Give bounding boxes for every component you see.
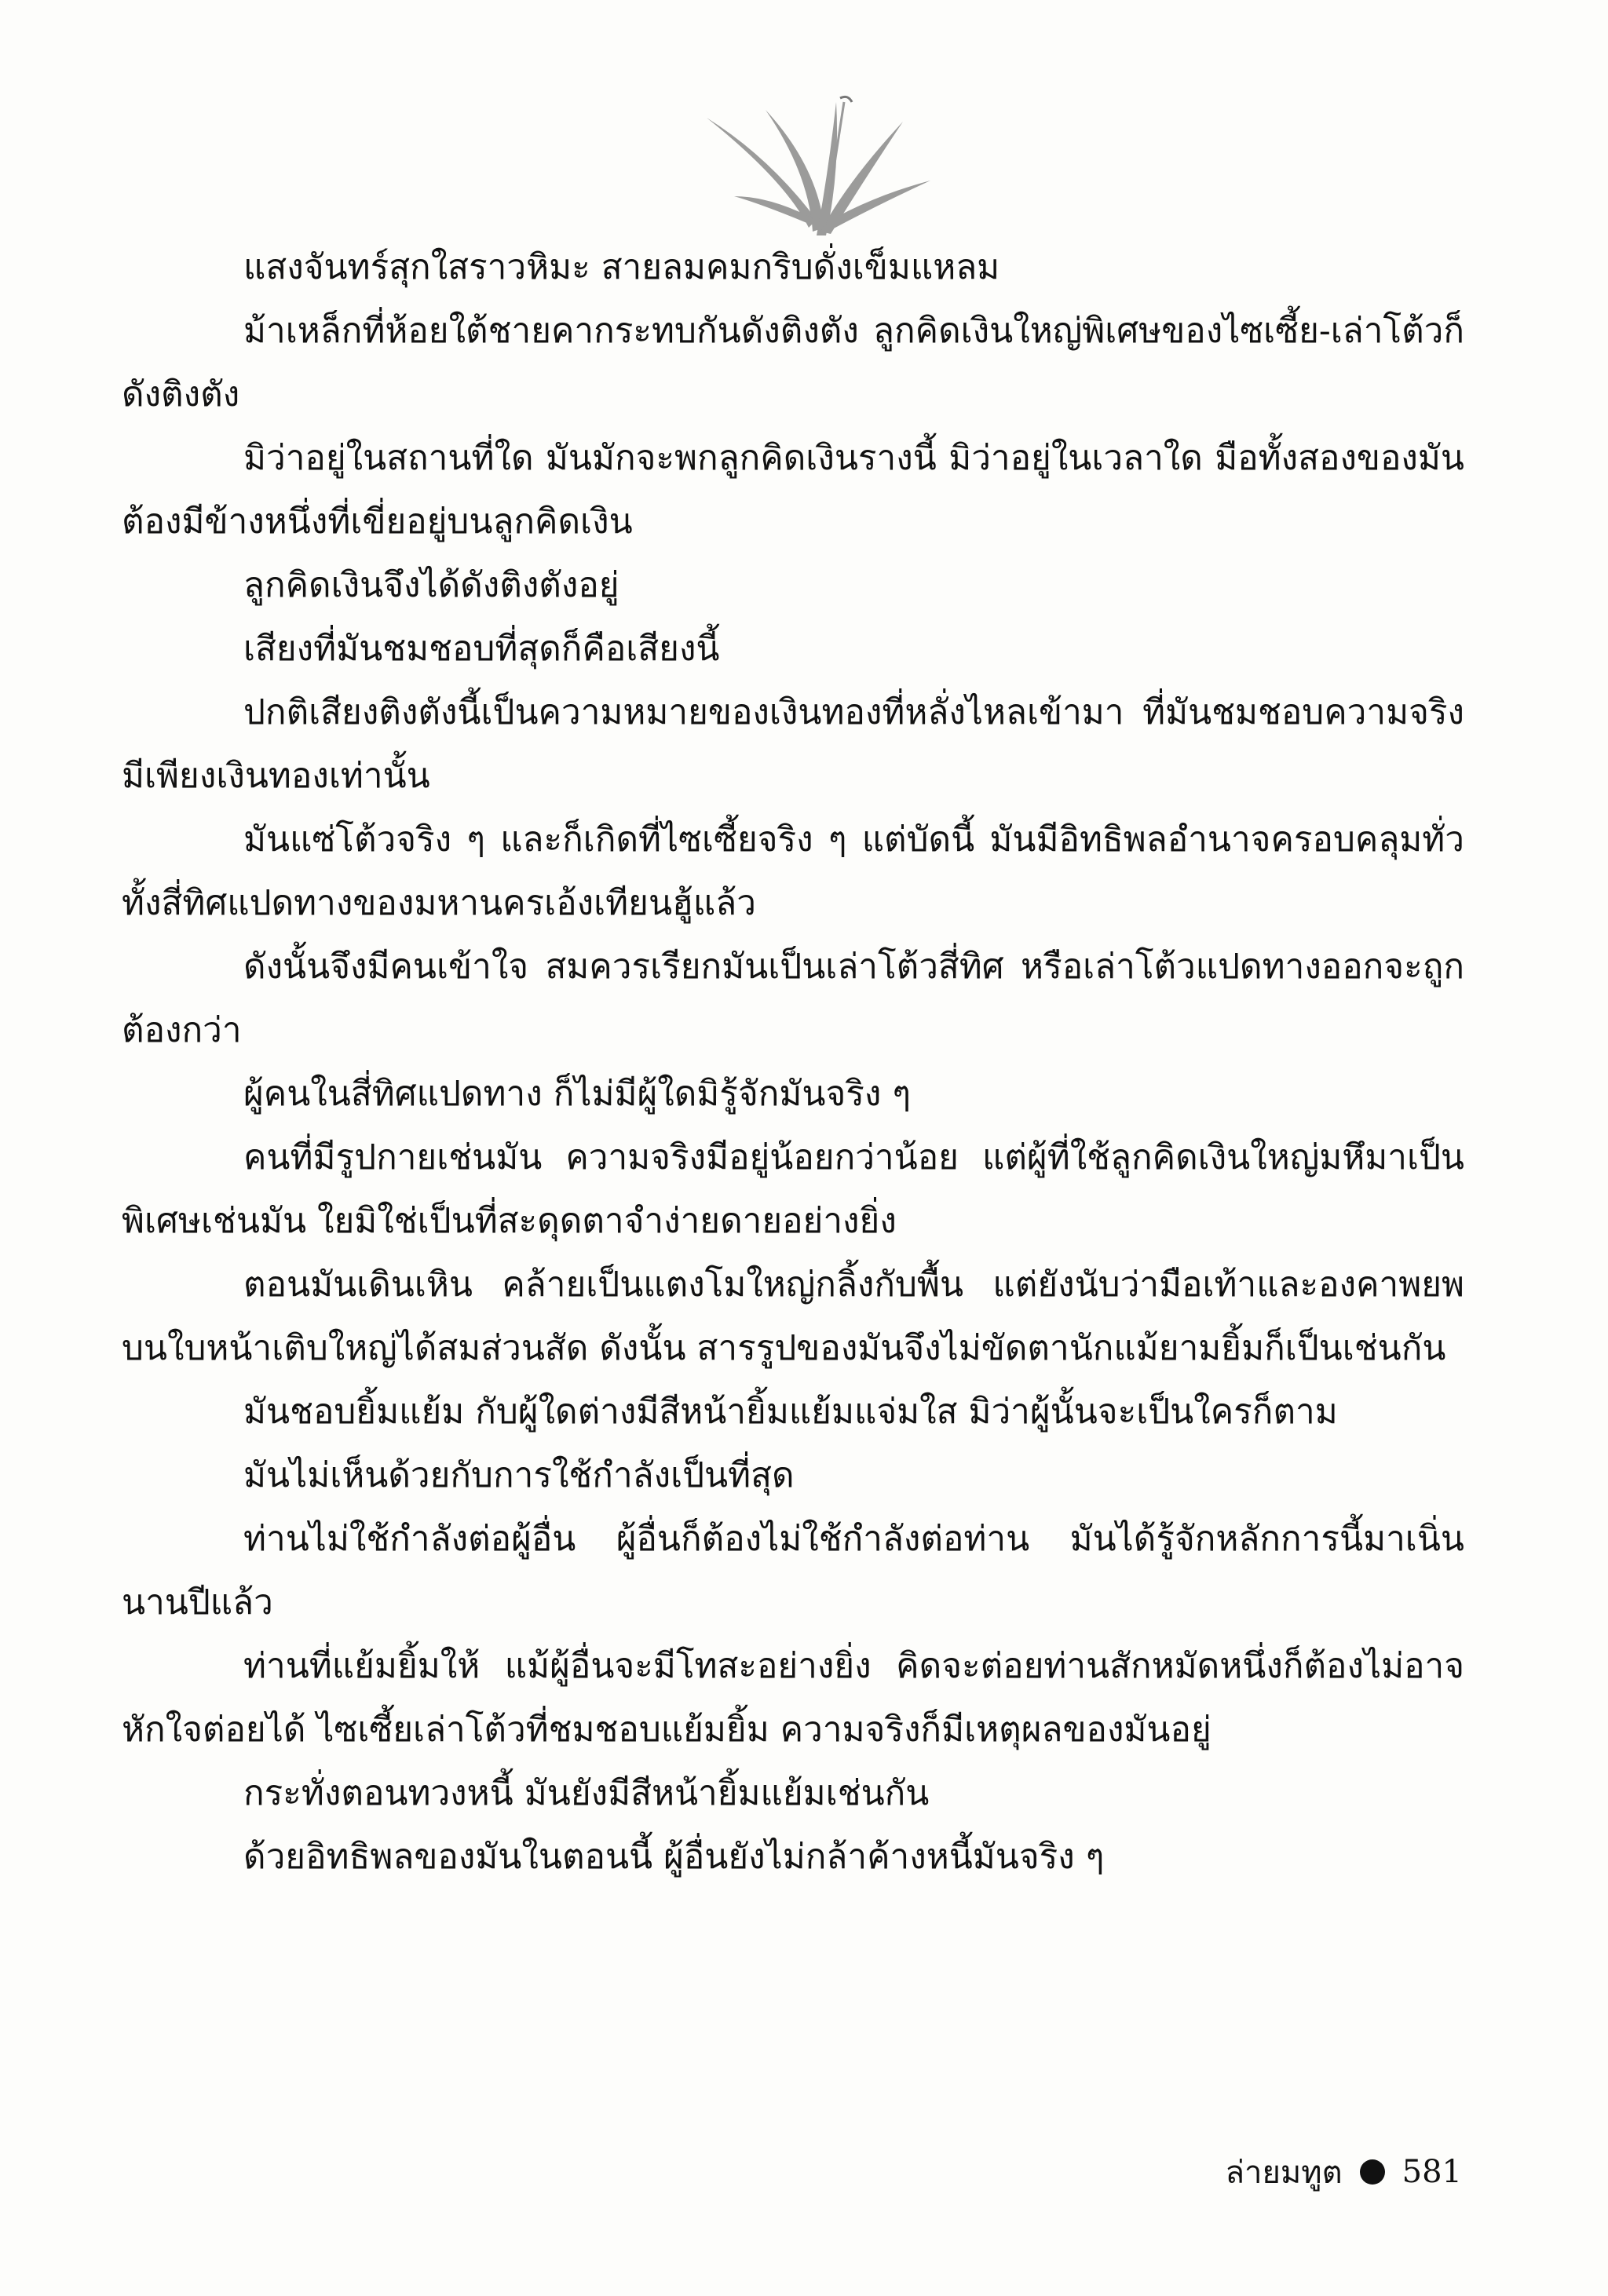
bullet-icon — [1360, 2159, 1385, 2185]
paragraph-7: มันแซ่โต้วจริง ๆ และก็เกิดที่ไซเซี้ยจริง ๆ แต่บัดนี้ มันมีอิทธิพลอำนาจครอบคลุมทั่วทั้งสี่ทิศแปดทางของมหานครเอ้งเทียนฮู้แล้ว — [122, 819, 1464, 923]
page-footer — [1226, 2147, 1462, 2197]
paragraph-9: ผู้คนในสี่ทิศแปดทาง ก็ไม่มีผู้ใดมิรู้จักมันจริง ๆ — [243, 1074, 911, 1114]
paragraph-3: มิว่าอยู่ในสถานที่ใด มันมักจะพกลูกคิดเงินรางนี้ มิว่าอยู่ในเวลาใด มือทั้งสองของมันต้องมีข้างหนึ่งที่เขี่ยอยู่บนลูกคิดเงิน — [122, 438, 1464, 542]
body-text — [122, 235, 1464, 1889]
bamboo-leaves-icon — [691, 86, 942, 243]
paragraph-14: ท่านไม่ใช้กำลังต่อผู้อื่น ผู้อื่นก็ต้องไม่ใช้กำลังต่อท่าน มันได้รู้จักหลักการนี้มาเนิ่นนานปีแล้ว — [122, 1519, 1464, 1623]
paragraph-6: ปกติเสียงติงตังนี้เป็นความหมายของเงินทองที่หลั่งไหลเข้ามา ที่มันชมชอบความจริงมีเพียงเงินทองเท่านั้น — [122, 692, 1464, 796]
paragraph-17: ด้วยอิทธิพลของมันในตอนนี้ ผู้อื่นยังไม่กล้าค้างหนี้มันจริง ๆ — [243, 1837, 1105, 1877]
paragraph-15: ท่านที่แย้มยิ้มให้ แม้ผู้อื่นจะมีโทสะอย่างยิ่ง คิดจะต่อยท่านสักหมัดหนึ่งก็ต้องไม่อาจหักใจต่อยได้ ไซเซี้ยเล่าโต้วที่ชมชอบแย้มยิ้ม ความจริงก็มีเหตุผลของมันอยู่ — [122, 1646, 1464, 1750]
book-title: ล่ายมทูต — [1225, 2155, 1343, 2191]
paragraph-16: กระทั่งตอนทวงหนี้ มันยังมีสีหน้ายิ้มแย้มเช่นกัน — [243, 1773, 930, 1813]
paragraph-12: มันชอบยิ้มแย้ม กับผู้ใดต่างมีสีหน้ายิ้มแย้มแจ่มใส มิว่าผู้นั้นจะเป็นใครก็ตาม — [243, 1392, 1338, 1432]
paragraph-1: แสงจันทร์สุกใสราวหิมะ สายลมคมกริบดั่งเข็มแหลม — [243, 247, 1000, 287]
paragraph-13: มันไม่เห็นด้วยกับการใช้กำลังเป็นที่สุด — [243, 1455, 795, 1495]
paragraph-4: ลูกคิดเงินจึงได้ดังติงตังอยู่ — [243, 565, 619, 605]
paragraph-11: ตอนมันเดินเหิน คล้ายเป็นแตงโมใหญ่กลิ้งกับพื้น แต่ยังนับว่ามือเท้าและองคาพยพบนใบหน้าเติบใหญ่ได้สมส่วนสัด ดังนั้น สารรูปของมันจึงไม่ขัดตานักแม้ยามยิ้มก็เป็นเช่นกัน — [122, 1265, 1464, 1368]
paragraph-2: ม้าเหล็กที่ห้อยใต้ชายคากระทบกันดังติงตัง ลูกคิดเงินใหญ่พิเศษของไซเซี้ย-เล่าโต้วก็ดังติงตัง — [122, 311, 1464, 414]
page-number: 581 — [1402, 2154, 1462, 2190]
paragraph-5: เสียงที่มันชมชอบที่สุดก็คือเสียงนี้ — [243, 629, 720, 669]
paragraph-8: ดังนั้นจึงมีคนเข้าใจ สมควรเรียกมันเป็นเล่าโต้วสี่ทิศ หรือเล่าโต้วแปดทางออกจะถูกต้องกว่า — [122, 947, 1464, 1050]
paragraph-10: คนที่มีรูปกายเช่นมัน ความจริงมีอยู่น้อยกว่าน้อย แต่ผู้ที่ใช้ลูกคิดเงินใหญ่มหึมาเป็นพิเศษเช่นมัน ใยมิใช่เป็นที่สะดุดตาจำง่ายดายอย่างยิ่ง — [122, 1137, 1464, 1241]
